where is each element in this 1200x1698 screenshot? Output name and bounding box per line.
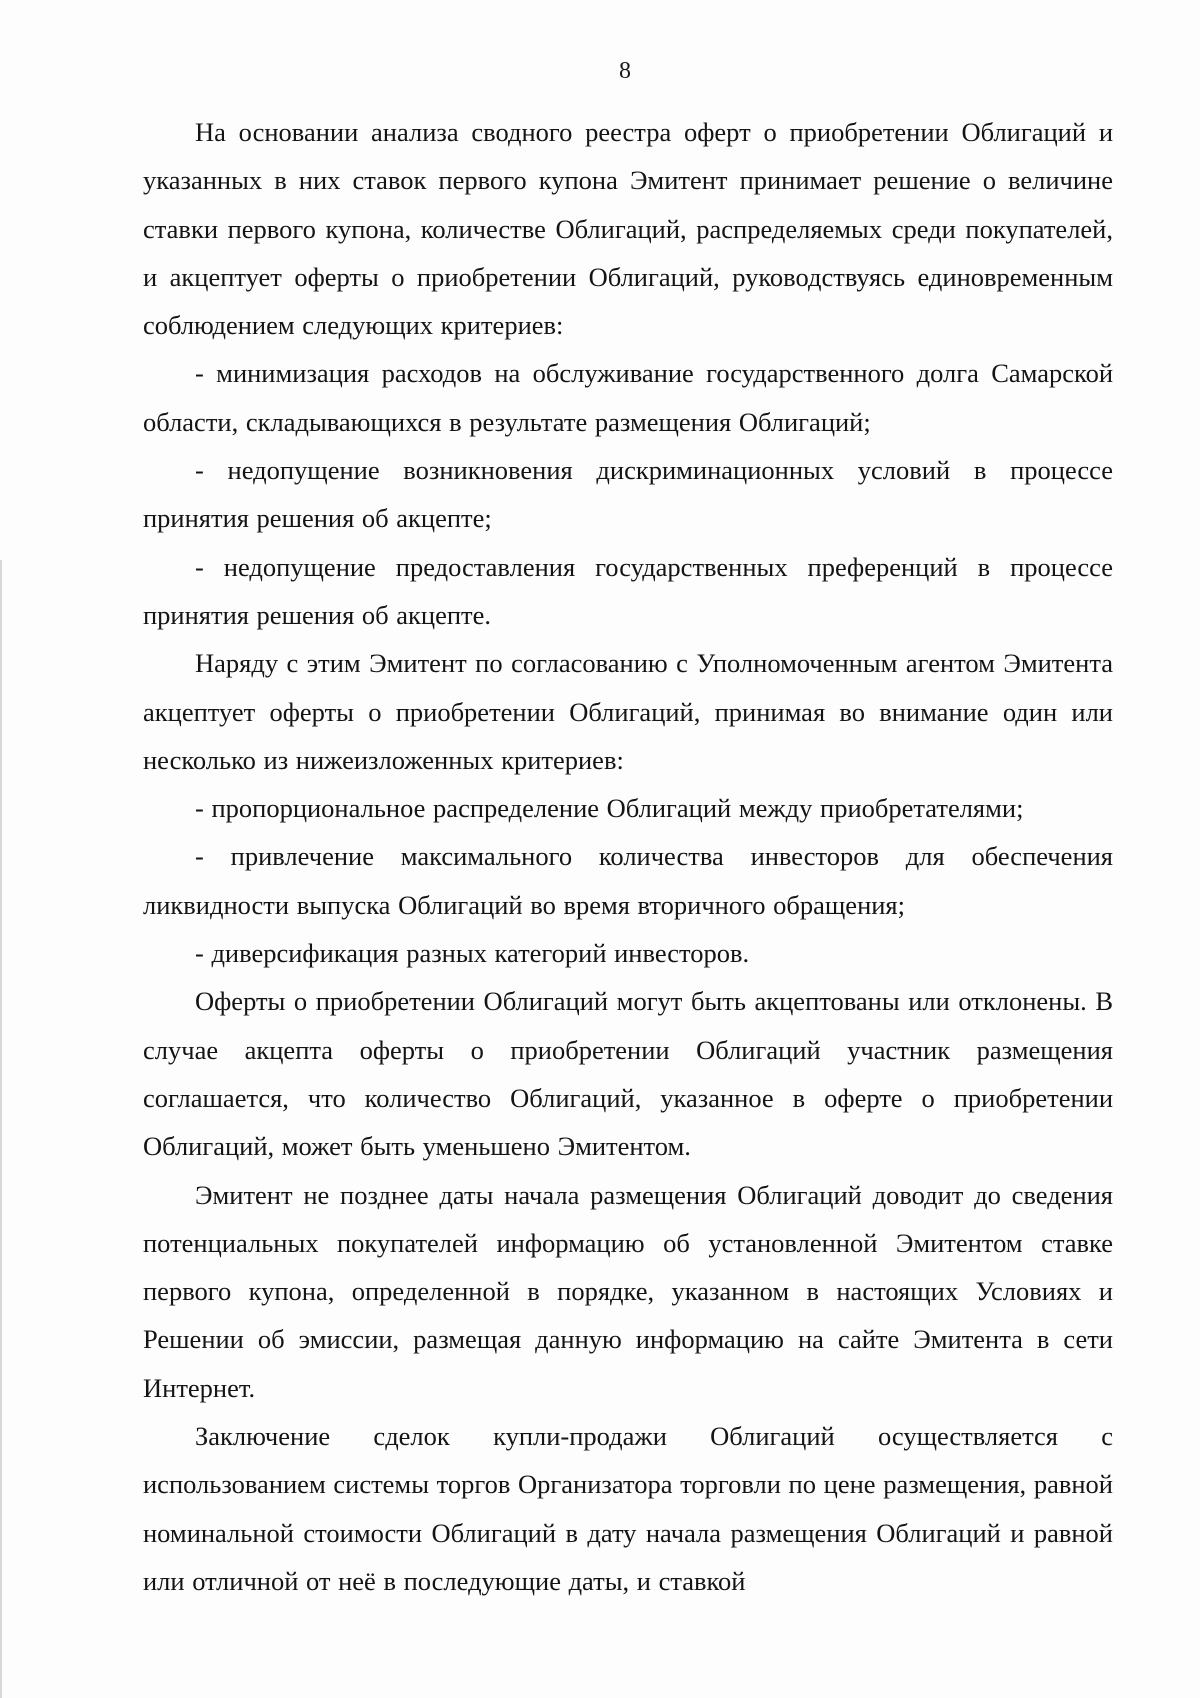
criterion-minimize-costs: - минимизация расходов на обслуживание государственного долга Самарской области, складывающихся в результате размещения Облигаций;	[143, 358, 1113, 437]
criterion-no-discrimination: - недопущение возникновения дискриминационных условий в процессе принятия решения об акцепте;	[143, 455, 1113, 534]
scan-edge-shadow	[0, 560, 2, 1698]
criterion-diversification: - диверсификация разных категорий инвесторов.	[195, 938, 750, 969]
page-number: 8	[619, 58, 631, 84]
paragraph-agent-acceptance: Наряду с этим Эмитент по согласованию с Уполномоченным агентом Эмитента акцептует оферты о приобретении Облигаций, принимая во внимание один или несколько из нижеизложенных критериев:	[143, 648, 1113, 775]
document-body	[143, 108, 1113, 1605]
criterion-proportional-distribution: - пропорциональное распределение Облигаций между приобретателями;	[195, 793, 1024, 824]
criterion-max-investors: - привлечение максимального количества инвесторов для обеспечения ликвидности выпуска Облигаций во время вторичного обращения;	[143, 841, 1113, 920]
paragraph-coupon-disclosure: Эмитент не позднее даты начала размещения Облигаций доводит до сведения потенциальных покупателей информацию об установленной Эмитентом ставке первого купона, определенной в порядке, указанном в настоящих Условиях и Решении об эмиссии, размещая данную информацию на сайте Эмитента в сети Интернет.	[143, 1179, 1113, 1403]
criterion-no-preferences: - недопущение предоставления государственных преференций в процессе принятия решения об акцепте.	[143, 551, 1113, 630]
paragraph-trade-execution: Заключение сделок купли-продажи Облигаций осуществляется с использованием системы торгов Организатора торговли по цене размещения, равной номинальной стоимости Облигаций в дату начала размещения Облигаций и равной или отличной от неё в последующие даты, и ставкой	[143, 1421, 1113, 1596]
paragraph-offers-analysis: На основании анализа сводного реестра оферт о приобретении Облигаций и указанных в них ставок первого купона Эмитент принимает решение о величине ставки первого купона, количестве Облигаций, распределяемых среди покупателей, и акцептует оферты о приобретении Облигаций, руководствуясь единовременным соблюдением следующих критериев:	[143, 117, 1113, 341]
paragraph-offers-accept-reject: Оферты о приобретении Облигаций могут быть акцептованы или отклонены. В случае акцепта оферты о приобретении Облигаций участник размещения соглашается, что количество Облигаций, указанное в оферте о приобретении Облигаций, может быть уменьшено Эмитентом.	[143, 986, 1113, 1162]
